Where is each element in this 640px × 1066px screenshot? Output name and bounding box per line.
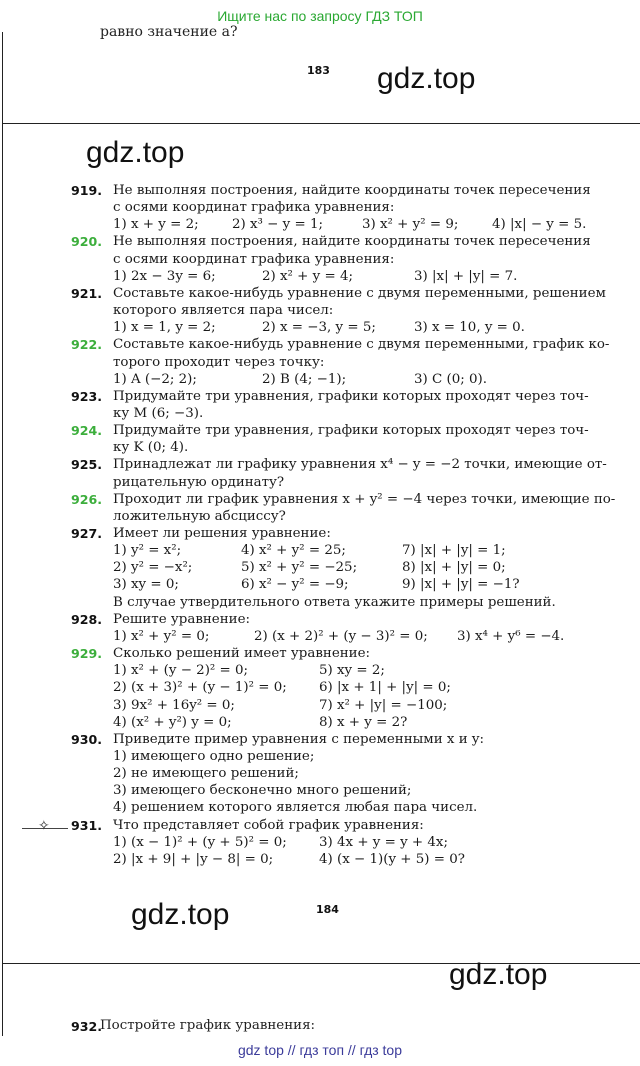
star-icon: ✧ bbox=[38, 818, 50, 834]
exercise-text: 6) x² − y² = −9; bbox=[241, 577, 349, 592]
watermark-main-top: gdz.top bbox=[86, 136, 185, 169]
exercise-line-start bbox=[0, 491, 640, 508]
exercise-text: 2) x = −3, y = 5; bbox=[262, 320, 376, 335]
exercise-text: 8) |x| + |y| = 0; bbox=[402, 560, 506, 575]
exercise-text: рицательную ординату? bbox=[113, 475, 285, 490]
exercise-line-start bbox=[0, 336, 640, 353]
footer-links: gdz top // гдз топ // гдз top bbox=[237, 1042, 403, 1058]
exercise-text: 2) y² = −x²; bbox=[113, 560, 193, 575]
exercise-text: Составьте какое-нибудь уравнение с двумя переменными, график ко- bbox=[113, 337, 610, 352]
exercise-text: Придумайте три уравнения, графики которых проходят через точ- bbox=[113, 389, 589, 404]
exercise-text: ку K (0; 4). bbox=[113, 440, 189, 455]
exercise-text: 8) x + y = 2? bbox=[319, 715, 408, 730]
exercise-number: 928. bbox=[71, 612, 103, 627]
exercise-number: 920. bbox=[71, 234, 103, 249]
exercise-text: 3) |x| + |y| = 7. bbox=[414, 269, 518, 284]
exercise-text: Имеет ли решения уравнение: bbox=[113, 526, 331, 541]
exercise-text: Принадлежат ли графику уравнения x⁴ − y = −2 точки, имеющие от- bbox=[113, 457, 607, 472]
exercise-text: 4) (x² + y²) y = 0; bbox=[113, 715, 232, 730]
exercise-line bbox=[0, 542, 640, 559]
exercise-text: 3) C (0; 0). bbox=[414, 372, 488, 387]
exercise-line bbox=[0, 405, 640, 422]
exercise-text: 5) xy = 2; bbox=[319, 663, 385, 678]
exercise-line bbox=[0, 782, 640, 799]
exercise-text: 3) xy = 0; bbox=[113, 577, 179, 592]
exercise-text: Составьте какое-нибудь уравнение с двумя переменными, решением bbox=[113, 286, 606, 301]
exercise-line-start bbox=[0, 611, 640, 628]
exercise-number: 927. bbox=[71, 526, 103, 541]
watermark-bottom-left: gdz.top bbox=[131, 898, 230, 931]
exercise-line bbox=[0, 679, 640, 696]
exercise-number: 922. bbox=[71, 337, 103, 352]
exercise-text: 7) x² + |y| = −100; bbox=[319, 698, 448, 713]
exercise-line bbox=[0, 371, 640, 388]
exercise-line bbox=[0, 576, 640, 593]
exercise-text: 7) |x| + |y| = 1; bbox=[402, 543, 506, 558]
exercise-text: 1) x + y = 2; bbox=[113, 217, 199, 232]
exercise-text: Что представляет собой график уравнения: bbox=[113, 818, 424, 833]
page-left-border-bottom bbox=[2, 964, 3, 1036]
exercise-text: 3) 4x + y = y + 4x; bbox=[319, 835, 448, 850]
exercise-text: 2) не имеющего решений; bbox=[113, 766, 299, 781]
exercise-text: 3) x² + y² = 9; bbox=[362, 217, 459, 232]
watermark-top-right: gdz.top bbox=[377, 62, 476, 95]
exercise-number: 921. bbox=[71, 286, 103, 301]
exercise-text: Приведите пример уравнения с переменными x и y: bbox=[113, 732, 484, 747]
exercise-line bbox=[0, 628, 640, 645]
exercise-line-start bbox=[0, 388, 640, 405]
page-divider-top bbox=[2, 123, 640, 124]
exercise-number: 931. bbox=[71, 818, 103, 833]
exercise-number: 926. bbox=[71, 492, 103, 507]
exercise-text: 4) (x − 1)(y + 5) = 0? bbox=[319, 852, 465, 867]
exercise-text: 3) x⁴ + y⁶ = −4. bbox=[457, 629, 565, 644]
exercise-line bbox=[0, 799, 640, 816]
exercise-line bbox=[0, 662, 640, 679]
exercise-line bbox=[0, 319, 640, 336]
previous-page-cut-text: равно значение a? bbox=[100, 24, 238, 40]
exercise-line bbox=[0, 302, 640, 319]
exercise-text: 4) решением которого является любая пара чисел. bbox=[113, 800, 478, 815]
exercise-line bbox=[0, 251, 640, 268]
exercise-text: 4) |x| − y = 5. bbox=[492, 217, 587, 232]
exercise-text: 3) 9x² + 16y² = 0; bbox=[113, 698, 235, 713]
exercise-text: 2) B (4; −1); bbox=[262, 372, 347, 387]
exercise-line bbox=[0, 216, 640, 233]
exercise-number: 924. bbox=[71, 423, 103, 438]
exercise-line-start bbox=[0, 731, 640, 748]
exercise-line-start bbox=[0, 525, 640, 542]
exercise-text: 2) (x + 3)² + (y − 1)² = 0; bbox=[113, 680, 287, 695]
exercise-text: 1) A (−2; 2); bbox=[113, 372, 197, 387]
search-banner: Ищите нас по запросу ГДЗ ТОП bbox=[217, 8, 423, 24]
exercise-line-start bbox=[0, 233, 640, 250]
exercise-text: 1) имеющего одно решение; bbox=[113, 749, 315, 764]
exercise-text: торого проходит через точку: bbox=[113, 355, 325, 370]
exercise-line bbox=[0, 439, 640, 456]
watermark-bottom-right: gdz.top bbox=[449, 958, 548, 991]
exercise-line bbox=[0, 199, 640, 216]
exercise-text: 3) имеющего бесконечно много решений; bbox=[113, 783, 412, 798]
page-number-183: 183 bbox=[307, 64, 330, 77]
exercise-line-start bbox=[0, 456, 640, 473]
exercise-text: 5) x² + y² = −25; bbox=[241, 560, 358, 575]
exercise-text: 1) y² = x²; bbox=[113, 543, 182, 558]
exercise-line-start bbox=[0, 817, 640, 834]
exercise-line-start bbox=[0, 285, 640, 302]
exercise-line-start bbox=[0, 182, 640, 199]
exercise-text: 4) x² + y² = 25; bbox=[241, 543, 346, 558]
page-left-border-top bbox=[2, 32, 3, 124]
exercise-text: Не выполняя построения, найдите координаты точек пересечения bbox=[113, 183, 591, 198]
exercise-text: Проходит ли график уравнения x + y² = −4 через точки, имеющие по- bbox=[113, 492, 616, 507]
exercise-number: 930. bbox=[71, 732, 103, 747]
exercise-text: 1) x² + (y − 2)² = 0; bbox=[113, 663, 249, 678]
exercise-line bbox=[0, 851, 640, 868]
exercise-line bbox=[0, 594, 640, 611]
exercise-number-932: 932. bbox=[71, 1019, 103, 1034]
exercise-line bbox=[0, 697, 640, 714]
exercise-line bbox=[0, 559, 640, 576]
exercise-text: 2) x² + y = 4; bbox=[262, 269, 353, 284]
exercise-line bbox=[0, 834, 640, 851]
exercise-line bbox=[0, 474, 640, 491]
exercise-text: 1) x = 1, y = 2; bbox=[113, 320, 216, 335]
exercise-text: 2) (x + 2)² + (y − 3)² = 0; bbox=[254, 629, 428, 644]
exercise-text: Сколько решений имеет уравнение: bbox=[113, 646, 371, 661]
exercise-text: с осями координат графика уравнения: bbox=[113, 200, 395, 215]
exercise-line bbox=[0, 268, 640, 285]
exercise-text: 9) |x| + |y| = −1? bbox=[402, 577, 520, 592]
exercise-text: 2) x³ − y = 1; bbox=[232, 217, 323, 232]
exercise-text: 3) x = 10, y = 0. bbox=[414, 320, 525, 335]
exercise-text: с осями координат графика уравнения: bbox=[113, 252, 395, 267]
exercise-text: ложительную абсциссу? bbox=[113, 509, 286, 524]
exercise-text: Решите уравнение: bbox=[113, 612, 251, 627]
exercise-line bbox=[0, 748, 640, 765]
exercise-number: 929. bbox=[71, 646, 103, 661]
exercise-text: Не выполняя построения, найдите координаты точек пересечения bbox=[113, 234, 591, 249]
exercise-number: 923. bbox=[71, 389, 103, 404]
exercise-line bbox=[0, 508, 640, 525]
next-page-cut-text: Постройте график уравнения: bbox=[100, 1018, 316, 1033]
exercise-text: Придумайте три уравнения, графики которых проходят через точ- bbox=[113, 423, 589, 438]
exercise-line bbox=[0, 354, 640, 371]
exercise-number: 925. bbox=[71, 457, 103, 472]
exercise-text: 6) |x + 1| + |y| = 0; bbox=[319, 680, 451, 695]
exercise-line bbox=[0, 714, 640, 731]
exercise-line-start bbox=[0, 422, 640, 439]
exercise-text: ку M (6; −3). bbox=[113, 406, 204, 421]
exercise-text: В случае утвердительного ответа укажите примеры решений. bbox=[113, 595, 556, 610]
exercise-line bbox=[0, 765, 640, 782]
exercise-line-start bbox=[0, 645, 640, 662]
exercise-text: 1) x² + y² = 0; bbox=[113, 629, 210, 644]
page-number-184: 184 bbox=[316, 903, 339, 916]
exercise-text: 1) (x − 1)² + (y + 5)² = 0; bbox=[113, 835, 287, 850]
exercise-text: которого является пара чисел: bbox=[113, 303, 334, 318]
exercise-number: 919. bbox=[71, 183, 103, 198]
exercise-text: 1) 2x − 3y = 6; bbox=[113, 269, 216, 284]
exercise-text: 2) |x + 9| + |y − 8| = 0; bbox=[113, 852, 274, 867]
